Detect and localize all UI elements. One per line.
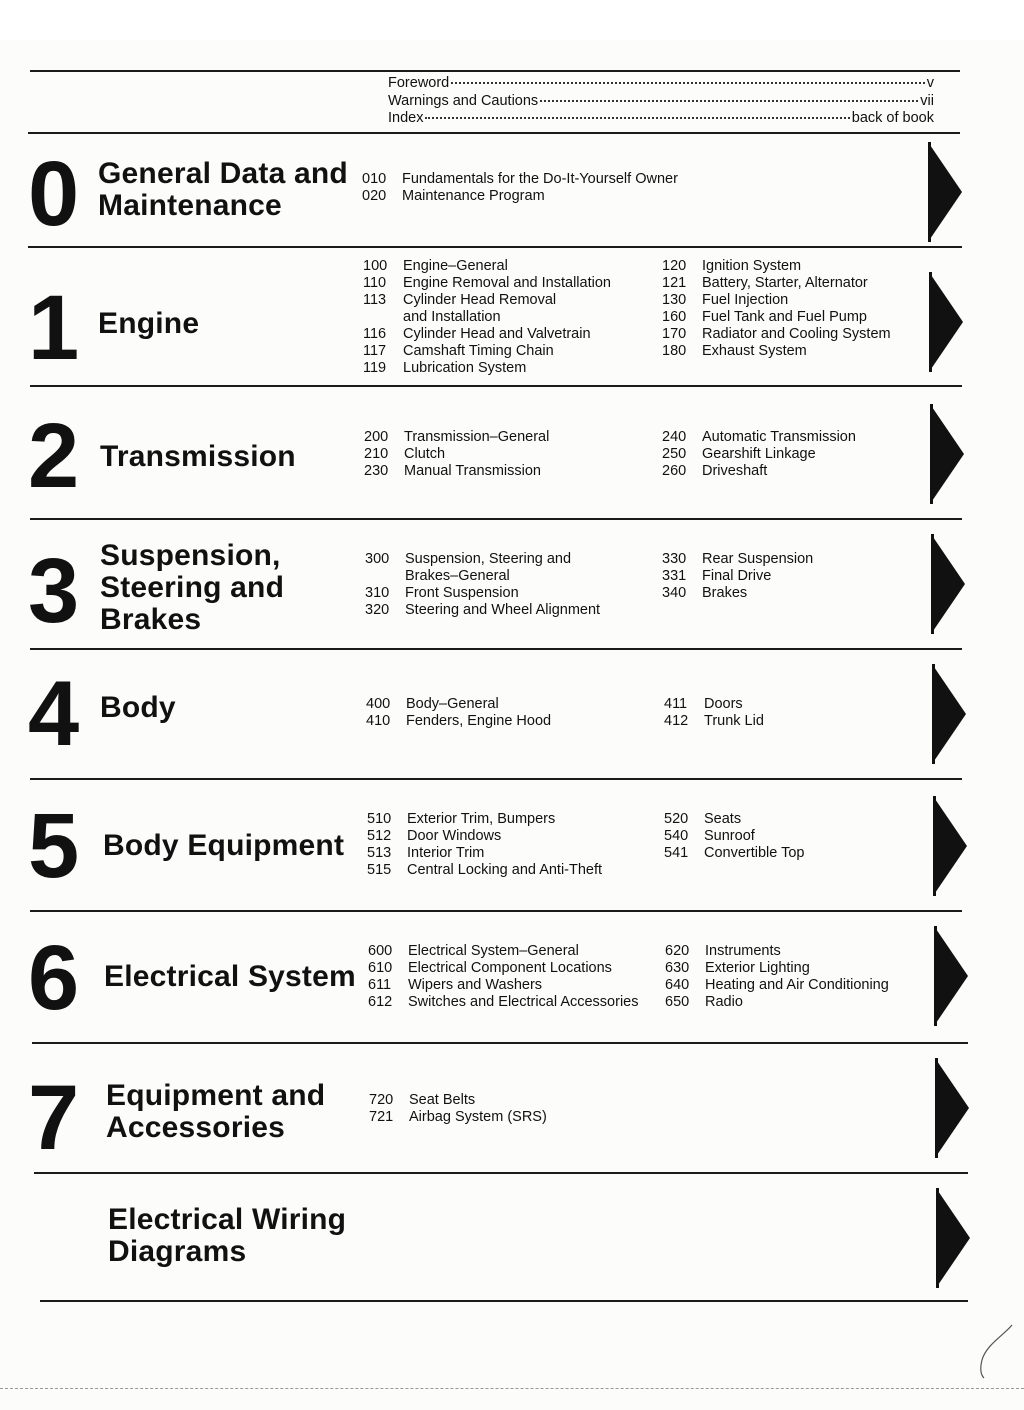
repair-group-entry[interactable]	[362, 171, 678, 188]
repair-group-title: Camshaft Timing Chain	[403, 343, 554, 359]
repair-group-entry[interactable]	[363, 258, 611, 275]
section-number: 3	[28, 540, 78, 642]
repair-group-title: Brakes	[702, 585, 748, 601]
repair-group-title: Clutch	[404, 446, 446, 462]
rule-top	[30, 70, 960, 72]
repair-group-code: 515	[367, 862, 392, 878]
repair-group-entry[interactable]	[363, 275, 611, 292]
section-divider	[30, 648, 962, 650]
repair-group-entry[interactable]	[367, 862, 602, 879]
repair-group-entry[interactable]	[664, 811, 805, 828]
repair-group-code: 116	[363, 326, 387, 342]
repair-group-code: 340	[662, 585, 687, 601]
leader-dots	[540, 100, 918, 102]
repair-group-code: 630	[665, 960, 690, 976]
front-matter-label: Foreword	[388, 75, 450, 91]
section-title-line: Steering and	[100, 571, 285, 604]
repair-group-entry[interactable]	[368, 960, 639, 977]
section-title-line: Brakes	[100, 603, 202, 636]
repair-group-entry[interactable]	[662, 309, 891, 326]
repair-group-code	[363, 309, 403, 326]
front-matter-page: back of book	[851, 110, 934, 126]
repair-group-title: Fuel Tank and Fuel Pump	[702, 309, 867, 325]
repair-group-entry[interactable]	[368, 994, 639, 1011]
front-matter-foreword[interactable]	[388, 75, 934, 93]
repair-group-code	[365, 568, 405, 585]
repair-group-title: Exterior Trim, Bumpers	[407, 811, 556, 827]
section-tab-edge	[933, 796, 936, 896]
repair-group-title: Seat Belts	[409, 1092, 476, 1108]
section-number: 2	[28, 405, 78, 507]
front-matter-page: vii	[920, 92, 934, 109]
repair-group-code: 513	[367, 845, 392, 861]
repair-group-entry[interactable]	[662, 258, 891, 275]
section-number: 0	[28, 143, 78, 245]
repair-group-column	[662, 429, 856, 480]
repair-group-code: 400	[366, 696, 391, 712]
repair-group-entry[interactable]	[662, 446, 856, 463]
repair-group-title: Lubrication System	[403, 360, 527, 376]
repair-group-code: 020	[362, 188, 387, 204]
repair-group-code: 240	[662, 429, 687, 445]
front-matter-index[interactable]	[388, 110, 934, 128]
repair-group-code: 512	[367, 828, 392, 844]
repair-group-title: Doors	[704, 696, 743, 712]
section-title-line: Electrical System	[104, 960, 356, 993]
repair-group-code: 650	[665, 994, 690, 1010]
repair-group-column	[662, 258, 891, 360]
repair-group-title: Fenders, Engine Hood	[406, 713, 552, 729]
section-title-line: Equipment and	[106, 1079, 326, 1112]
repair-group-code: 110	[363, 275, 387, 291]
repair-group-code: 180	[662, 343, 687, 359]
repair-group-code: 250	[662, 446, 687, 462]
repair-group-entry[interactable]	[665, 977, 889, 994]
section-tab-edge	[932, 664, 935, 764]
section-tab-arrow-icon[interactable]	[930, 404, 964, 504]
repair-group-entry[interactable]	[662, 568, 813, 585]
repair-group-entry[interactable]	[662, 292, 891, 309]
scan-edge-line	[0, 1388, 1024, 1389]
repair-group-title: Radiator and Cooling System	[702, 326, 891, 342]
section-title[interactable]	[100, 441, 296, 473]
repair-group-title: Gearshift Linkage	[702, 446, 816, 462]
section-divider	[28, 246, 962, 248]
leader-dots	[451, 82, 925, 84]
repair-group-title: Automatic Transmission	[702, 429, 856, 445]
section-number: 7	[28, 1067, 78, 1169]
section-tab-arrow-icon[interactable]	[935, 1058, 969, 1158]
repair-group-code: 541	[664, 845, 689, 861]
section-tab-arrow-icon[interactable]	[932, 664, 966, 764]
repair-group-entry[interactable]	[365, 602, 600, 619]
repair-group-code: 010	[362, 171, 387, 187]
section-title-line: Diagrams	[108, 1235, 247, 1268]
repair-group-code: 260	[662, 463, 687, 479]
repair-group-entry[interactable]	[662, 463, 856, 480]
repair-group-code: 721	[369, 1109, 394, 1125]
repair-group-entry[interactable]	[662, 275, 891, 292]
repair-group-title: Central Locking and Anti-Theft	[407, 862, 603, 878]
repair-group-title: and Installation	[403, 309, 501, 325]
repair-group-code: 611	[368, 977, 392, 993]
section-title-line: Maintenance	[98, 189, 282, 222]
section-tab-arrow-icon[interactable]	[929, 272, 963, 372]
section-tab-edge	[931, 534, 934, 634]
repair-group-title: Transmission–General	[404, 429, 550, 445]
repair-group-entry[interactable]	[367, 845, 602, 862]
section-divider	[30, 385, 962, 387]
repair-group-entry[interactable]	[665, 960, 889, 977]
repair-group-entry[interactable]	[664, 713, 764, 730]
repair-group-code: 200	[364, 429, 389, 445]
repair-group-entry[interactable]	[665, 994, 889, 1011]
repair-group-code: 230	[364, 463, 389, 479]
section-tab-arrow-icon[interactable]	[928, 142, 962, 242]
repair-group-title: Manual Transmission	[404, 463, 541, 479]
section-title[interactable]	[100, 692, 176, 724]
repair-group-title: Battery, Starter, Alternator	[702, 275, 868, 291]
section-tab-edge	[930, 404, 933, 504]
rule-front-matter	[28, 132, 960, 134]
section-number: 6	[28, 927, 78, 1029]
repair-group-title: Engine–General	[403, 258, 508, 274]
repair-group-column	[364, 429, 549, 480]
repair-group-code: 600	[368, 943, 393, 959]
front-matter-label: Warnings and Cautions	[388, 92, 539, 109]
section-tab-arrow-icon[interactable]	[934, 926, 968, 1026]
repair-group-title: Seats	[704, 811, 742, 827]
repair-group-code: 310	[365, 585, 390, 601]
repair-group-code: 612	[368, 994, 393, 1010]
repair-group-entry[interactable]	[664, 845, 805, 862]
repair-group-title: Maintenance Program	[402, 188, 545, 204]
repair-group-entry[interactable]	[662, 429, 856, 446]
repair-group-entry[interactable]	[364, 429, 549, 446]
page-top-margin	[0, 0, 1024, 40]
repair-group-code: 117	[363, 343, 387, 359]
repair-group-entry[interactable]	[662, 551, 813, 568]
section-title-line: Body	[100, 691, 176, 724]
repair-group-column	[368, 943, 639, 1011]
section-title-line: Accessories	[106, 1111, 285, 1144]
repair-group-code: 330	[662, 551, 687, 567]
repair-group-entry[interactable]	[662, 326, 891, 343]
repair-group-title: Rear Suspension	[702, 551, 814, 567]
repair-group-title: Electrical System–General	[408, 943, 579, 959]
section-divider	[30, 910, 962, 912]
section-tab-edge	[935, 1058, 938, 1158]
repair-group-entry[interactable]	[363, 292, 611, 309]
repair-group-column	[664, 696, 764, 730]
section-title-line: Suspension,	[100, 539, 281, 572]
repair-group-column	[665, 943, 889, 1011]
repair-group-title: Ignition System	[702, 258, 802, 274]
repair-group-entry[interactable]	[368, 977, 639, 994]
repair-group-entry[interactable]	[369, 1109, 547, 1126]
section-title-line: Body Equipment	[103, 829, 345, 862]
repair-group-title: Steering and Wheel Alignment	[405, 602, 601, 618]
repair-group-entry[interactable]	[664, 696, 764, 713]
section-tab-edge	[936, 1188, 939, 1288]
repair-group-entry[interactable]	[365, 585, 600, 602]
repair-group-code: 160	[662, 309, 687, 325]
repair-group-column	[664, 811, 805, 862]
repair-group-column	[365, 551, 600, 619]
repair-group-title: Cylinder Head Removal	[403, 292, 557, 308]
section-tab-arrow-icon[interactable]	[933, 796, 967, 896]
repair-group-entry[interactable]	[365, 551, 600, 568]
repair-group-entry[interactable]	[363, 326, 611, 343]
repair-group-title: Convertible Top	[704, 845, 805, 861]
repair-group-title: Front Suspension	[405, 585, 519, 601]
repair-group-column	[367, 811, 602, 879]
repair-group-entry[interactable]	[364, 446, 549, 463]
repair-group-code: 331	[662, 568, 687, 584]
repair-group-column	[662, 551, 813, 602]
section-title-line: Transmission	[100, 440, 296, 473]
repair-group-entry[interactable]	[367, 811, 602, 828]
repair-group-column	[369, 1092, 547, 1126]
repair-group-code: 130	[662, 292, 687, 308]
repair-group-entry[interactable]	[363, 309, 611, 326]
leader-dots	[425, 117, 849, 119]
section-divider	[30, 778, 962, 780]
repair-group-title: Final Drive	[702, 568, 772, 584]
repair-group-title: Brakes–General	[405, 568, 510, 584]
repair-group-code: 412	[664, 713, 689, 729]
repair-group-code: 620	[665, 943, 690, 959]
repair-group-entry[interactable]	[368, 943, 639, 960]
repair-group-code: 720	[369, 1092, 394, 1108]
repair-group-title: Trunk Lid	[704, 713, 764, 729]
section-divider	[40, 1300, 968, 1302]
repair-group-code: 640	[665, 977, 690, 993]
repair-group-entry[interactable]	[364, 463, 549, 480]
repair-group-code: 210	[364, 446, 389, 462]
repair-group-entry[interactable]	[363, 343, 611, 360]
front-matter-warnings[interactable]	[388, 93, 934, 111]
section-title-line: Engine	[98, 307, 200, 340]
repair-group-code: 170	[662, 326, 687, 342]
repair-group-column	[366, 696, 551, 730]
repair-group-title: Suspension, Steering and	[405, 551, 572, 567]
repair-group-entry[interactable]	[365, 568, 600, 585]
front-matter-label: Index	[388, 110, 424, 126]
repair-group-column	[362, 171, 678, 205]
repair-group-code: 320	[365, 602, 390, 618]
repair-group-title: Instruments	[705, 943, 781, 959]
repair-group-code: 540	[664, 828, 689, 844]
repair-group-entry[interactable]	[362, 188, 678, 205]
repair-group-column	[363, 258, 611, 377]
repair-group-code: 119	[363, 360, 387, 376]
repair-group-code: 411	[664, 696, 688, 712]
repair-group-title: Airbag System (SRS)	[409, 1109, 547, 1125]
repair-group-code: 300	[365, 551, 390, 567]
repair-group-code: 610	[368, 960, 393, 976]
repair-group-code: 113	[363, 292, 387, 308]
repair-group-code: 510	[367, 811, 392, 827]
repair-group-code: 120	[662, 258, 687, 274]
front-matter-page: v	[926, 75, 934, 91]
section-divider	[32, 1042, 968, 1044]
section-title[interactable]	[104, 961, 356, 993]
section-divider	[30, 518, 962, 520]
repair-group-title: Fundamentals for the Do-It-Yourself Owner	[402, 171, 678, 187]
repair-group-code: 520	[664, 811, 689, 827]
repair-group-title: Door Windows	[407, 828, 502, 844]
repair-group-title: Wipers and Washers	[408, 977, 543, 993]
section-tab-edge	[928, 142, 931, 242]
repair-group-title: Exterior Lighting	[705, 960, 810, 976]
repair-group-entry[interactable]	[662, 585, 813, 602]
section-number: 5	[28, 795, 78, 897]
repair-group-title: Cylinder Head and Valvetrain	[403, 326, 591, 342]
section-title[interactable]	[103, 830, 344, 862]
repair-group-title: Driveshaft	[702, 463, 768, 479]
repair-group-title: Fuel Injection	[702, 292, 789, 308]
repair-group-entry[interactable]	[363, 360, 611, 377]
repair-group-title: Body–General	[406, 696, 499, 712]
repair-group-title: Exhaust System	[702, 343, 807, 359]
repair-group-code: 121	[662, 275, 687, 291]
repair-group-title: Interior Trim	[407, 845, 485, 861]
front-matter-list	[388, 75, 934, 128]
repair-group-entry[interactable]	[664, 828, 805, 845]
section-tab-edge	[934, 926, 937, 1026]
repair-group-code: 410	[366, 713, 391, 729]
repair-group-entry[interactable]	[366, 713, 551, 730]
repair-group-entry[interactable]	[665, 943, 889, 960]
section-title[interactable]	[106, 1080, 325, 1144]
repair-group-entry[interactable]	[369, 1092, 547, 1109]
page-curl-mark	[974, 1320, 1014, 1380]
section-tab-arrow-icon[interactable]	[936, 1188, 970, 1288]
repair-group-title: Engine Removal and Installation	[403, 275, 611, 291]
section-title[interactable]	[98, 308, 199, 340]
section-tab-arrow-icon[interactable]	[931, 534, 965, 634]
repair-group-title: Switches and Electrical Accessories	[408, 994, 639, 1010]
section-title-line: Electrical Wiring	[108, 1203, 347, 1236]
repair-group-title: Sunroof	[704, 828, 755, 844]
section-title[interactable]	[100, 540, 284, 636]
section-number: 1	[28, 277, 78, 379]
section-title-line: General Data and	[98, 157, 348, 190]
repair-group-entry[interactable]	[662, 343, 891, 360]
repair-group-title: Electrical Component Locations	[408, 960, 612, 976]
repair-group-entry[interactable]	[367, 828, 602, 845]
repair-group-title: Radio	[705, 994, 743, 1010]
repair-group-code: 100	[363, 258, 388, 274]
repair-group-title: Heating and Air Conditioning	[705, 977, 889, 993]
section-title[interactable]	[108, 1204, 346, 1268]
section-tab-edge	[929, 272, 932, 372]
repair-group-entry[interactable]	[366, 696, 551, 713]
section-divider	[34, 1172, 968, 1174]
section-number: 4	[28, 663, 78, 765]
section-title[interactable]	[98, 158, 348, 222]
